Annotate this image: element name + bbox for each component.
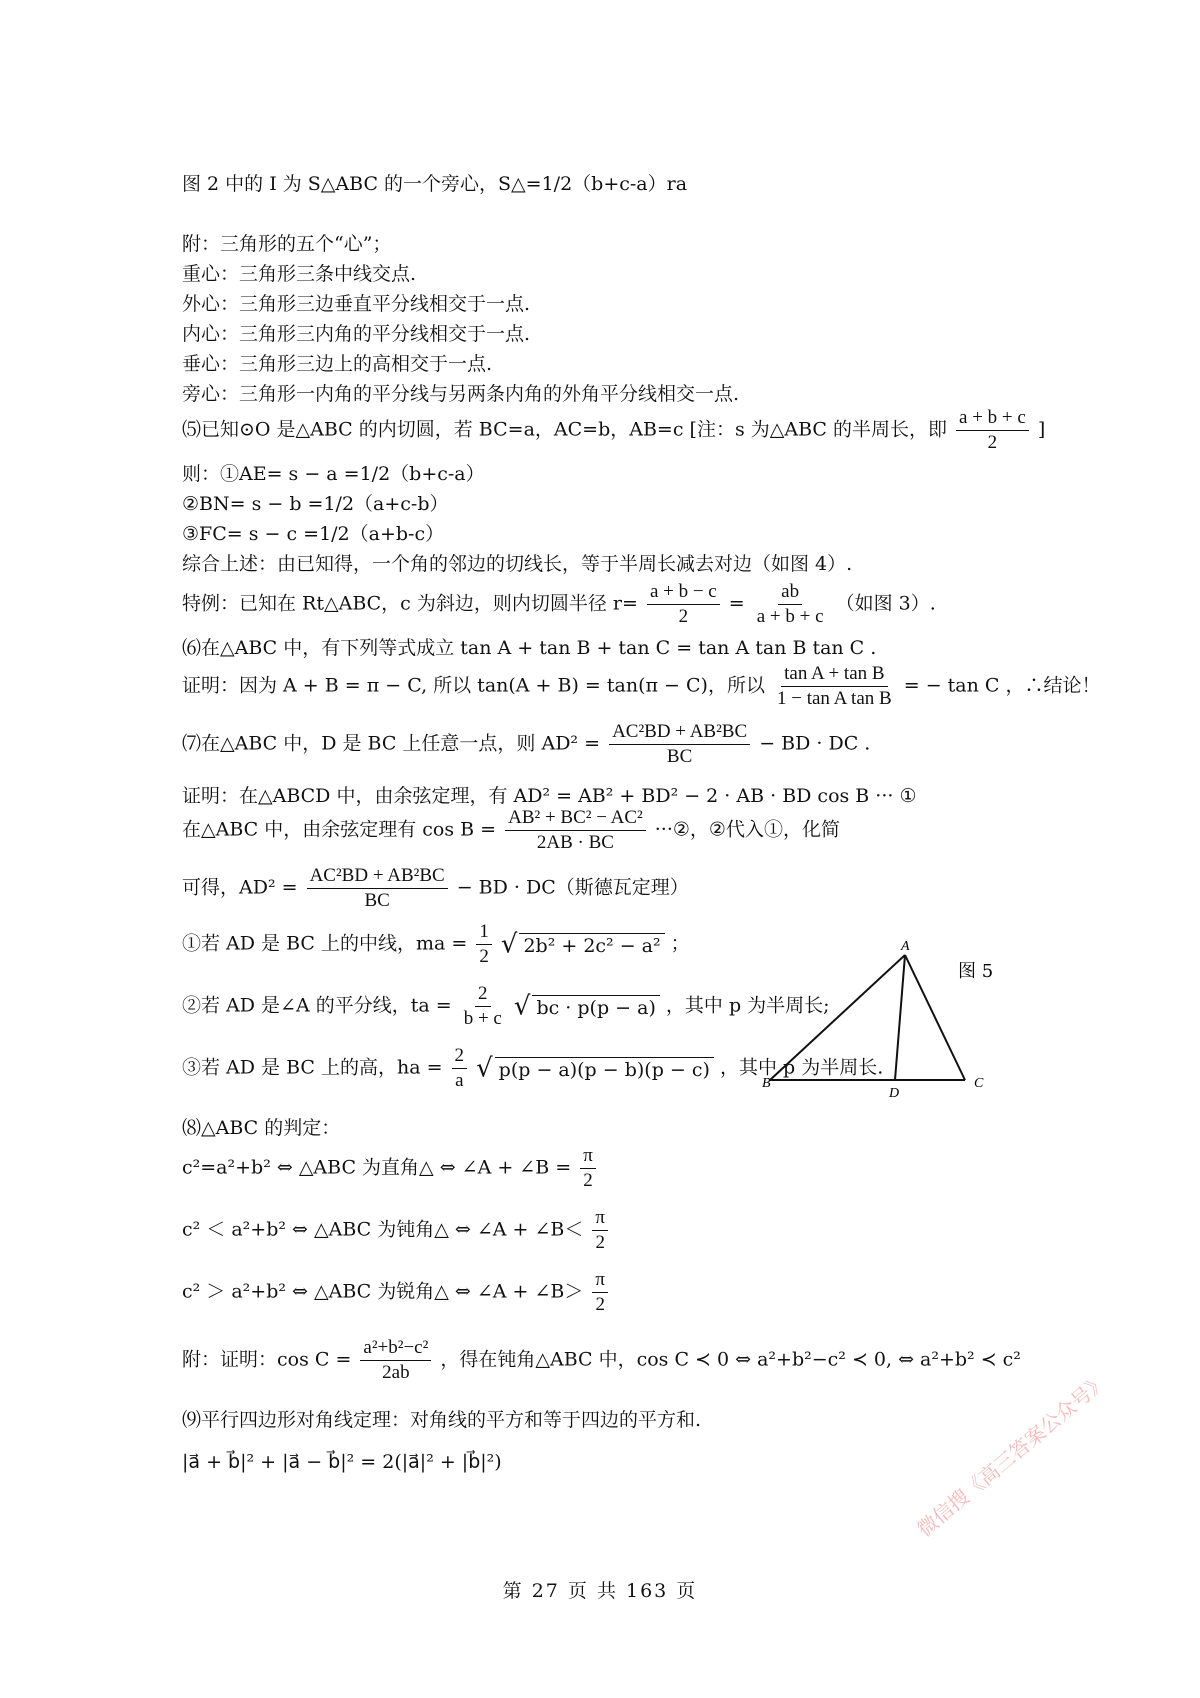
text-segment: ⑺在△ABC 中，D 是 BC 上任意一点，则 AD² =: [182, 732, 601, 755]
figure-label: 图 5: [958, 961, 994, 982]
text-line: [182, 1338, 1021, 1383]
text-line: [182, 1270, 611, 1315]
text-segment: − BD · DC（斯德瓦定理）: [456, 876, 689, 899]
fraction-denominator: 2: [987, 432, 998, 453]
fraction-numerator: π: [592, 1208, 608, 1231]
text-line: [182, 664, 1100, 709]
radicand: 2b² + 2c² − a²: [519, 933, 664, 956]
fraction-numerator: AB² + BC² − AC²: [505, 808, 646, 831]
text-segment: − BD · DC .: [759, 732, 871, 755]
fraction-denominator: 2: [595, 1294, 605, 1315]
text-line: 图 2 中的 I 为 S△ABC 的一个旁心，S△=1/2（b+c-a）ra: [182, 173, 688, 195]
text-line: 则：①AE= s − a =1/2（b+c-a）: [182, 463, 485, 485]
fraction: [609, 722, 750, 767]
text-line: [182, 984, 830, 1029]
fraction: [580, 1146, 596, 1191]
fraction-denominator: 2: [479, 946, 489, 967]
fraction: [476, 922, 492, 967]
page-footer: 第 27 页 共 163 页: [502, 1580, 698, 1602]
fraction-denominator: 2: [595, 1232, 605, 1253]
fraction: [307, 866, 448, 911]
fraction-denominator: 2ab: [382, 1362, 410, 1383]
text-segment: ···②，②代入①，化简: [654, 818, 840, 841]
fraction-numerator: a + b − c: [647, 582, 720, 605]
text-line: ⑻△ABC 的判定：: [182, 1117, 341, 1139]
fraction-numerator: AC²BD + AB²BC: [307, 866, 448, 889]
fraction-denominator: 2AB · BC: [536, 832, 614, 853]
text-segment: ⑸已知⊙O 是△ABC 的内切圆，若 BC=a，AC=b，AB=c [注：s 为△ABC 的半周长，即: [182, 418, 947, 441]
text-line: 重心：三角形三条中线交点.: [182, 263, 417, 285]
text-line: 综合上述：由已知得，一个角的邻边的切线长，等于半周长减去对边（如图 4）.: [182, 553, 853, 575]
text-line: 旁心：三角形一内角的平分线与另两条内角的外角平分线相交一点.: [182, 383, 740, 405]
text-segment: = − tan C ，∴结论！: [903, 674, 1101, 697]
text-line: 垂心：三角形三边上的高相交于一点.: [182, 353, 493, 375]
text-segment: ③若 AD 是 BC 上的高，ha =: [182, 1056, 443, 1079]
fraction-numerator: π: [580, 1146, 596, 1169]
text-segment: ]: [1037, 418, 1046, 441]
text-line: ②BN= s − b =1/2（a+c-b）: [182, 493, 449, 515]
fraction: [774, 664, 895, 709]
fraction-numerator: π: [592, 1270, 608, 1293]
text-segment: ，得在钝角△ABC 中，cos C ≺ 0 ⇔ a²+b²−c² ≺ 0, ⇔ a²+b² ≺ c²: [440, 1348, 1021, 1371]
text-line: [182, 866, 689, 911]
text-segment: c² ＞ a²+b² ⇔ △ABC 为锐角△ ⇔ ∠A + ∠B＞: [182, 1280, 584, 1303]
fraction-numerator: 1: [476, 922, 492, 945]
text-segment: 可得，AD² =: [182, 876, 298, 899]
text-segment: （如图 3）.: [835, 592, 936, 615]
text-segment: c² ＜ a²+b² ⇔ △ABC 为钝角△ ⇔ ∠A + ∠B＜: [182, 1218, 584, 1241]
fraction: [592, 1208, 608, 1253]
fraction-denominator: a + b + c: [756, 606, 824, 627]
fraction: [754, 582, 827, 627]
text-line: [182, 808, 840, 853]
text-line: [182, 722, 870, 767]
fraction: [360, 1338, 431, 1383]
fraction-denominator: b + c: [463, 1008, 502, 1029]
vertex-label-b: B: [762, 1076, 771, 1091]
text-line: 证明：在△ABCD 中，由余弦定理，有 AD² = AB² + BD² − 2 · AB · BD cos B ··· ①: [182, 785, 917, 807]
text-segment: ；: [670, 932, 690, 955]
fraction-denominator: a: [455, 1070, 464, 1091]
text-segment: 特例：已知在 Rt△ABC，c 为斜边，则内切圆半径 r=: [182, 592, 638, 615]
text-segment: ，其中 p 为半周长.: [719, 1056, 884, 1079]
fraction-denominator: 2: [583, 1170, 593, 1191]
watermark: 微信搜《高三答案公众号》: [912, 1368, 1112, 1542]
fraction: [956, 408, 1029, 453]
fraction: [505, 808, 646, 853]
fraction-numerator: tan A + tan B: [781, 664, 887, 687]
radical-sign: √: [476, 1053, 493, 1084]
text-line: [182, 1208, 611, 1253]
text-line: 外心：三角形三边垂直平分线相交于一点.: [182, 293, 531, 315]
text-line: 内心：三角形三内角的平分线相交于一点.: [182, 323, 531, 345]
text-segment: 在△ABC 中，由余弦定理有 cos B =: [182, 818, 497, 841]
fraction-denominator: 2: [678, 606, 689, 627]
fraction: [461, 984, 505, 1029]
fraction: [452, 1046, 468, 1091]
text-segment: =: [728, 592, 745, 615]
radical-sign: √: [500, 929, 518, 960]
radicand: bc · p(p − a): [532, 995, 659, 1018]
vertex-label-c: C: [974, 1076, 984, 1091]
fraction-numerator: ab: [778, 582, 802, 605]
text-line: 附：三角形的五个“心”；: [182, 233, 392, 255]
text-segment: 附：证明：cos C =: [182, 1348, 352, 1371]
vertex-label-a: A: [901, 939, 910, 954]
text-line: [182, 408, 1045, 453]
text-line: [182, 1146, 599, 1191]
text-line: |a⃗ + b⃗|² + |a⃗ − b⃗|² = 2(|a⃗|² + |b⃗|²): [182, 1451, 502, 1473]
text-segment: ，其中 p 为半周长;: [665, 994, 830, 1017]
side-ab: [770, 955, 905, 1080]
side-ac: [905, 955, 965, 1080]
text-line: ③FC= s − c =1/2（a+b-c）: [182, 523, 445, 545]
fraction: [592, 1270, 608, 1315]
fraction-numerator: 2: [452, 1046, 468, 1069]
text-segment: ②若 AD 是∠A 的平分线，ta =: [182, 994, 452, 1017]
vertex-label-d: D: [889, 1086, 900, 1101]
fraction-denominator: 1 − tan A tan B: [777, 688, 892, 709]
fraction-denominator: BC: [364, 890, 390, 911]
fraction-numerator: 2: [475, 984, 491, 1007]
radical-sign: √: [513, 991, 531, 1022]
text-segment: c²=a²+b² ⇔ △ABC 为直角△ ⇔ ∠A + ∠B =: [182, 1156, 572, 1179]
text-segment: 证明：因为 A + B = π − C, 所以 tan(A + B) = tan(π − C)，所以: [182, 674, 765, 697]
text-line: ⑼平行四边形对角线定理：对角线的平方和等于四边的平方和.: [182, 1409, 702, 1431]
fraction-numerator: a + b + c: [956, 408, 1029, 431]
fraction: [647, 582, 720, 627]
radicand: p(p − a)(p − b)(p − c): [495, 1057, 714, 1080]
fraction-numerator: a²+b²−c²: [360, 1338, 431, 1361]
fraction-denominator: BC: [666, 746, 693, 767]
text-line: ⑹在△ABC 中，有下列等式成立 tan A + tan B + tan C = tan A tan B tan C .: [182, 637, 877, 659]
fraction-numerator: AC²BD + AB²BC: [609, 722, 750, 745]
text-line: [182, 922, 690, 967]
figure-5-triangle: [760, 935, 1020, 1105]
text-segment: ①若 AD 是 BC 上的中线，ma =: [182, 932, 468, 955]
cevian-ad: [895, 955, 905, 1080]
text-line: [182, 582, 936, 627]
